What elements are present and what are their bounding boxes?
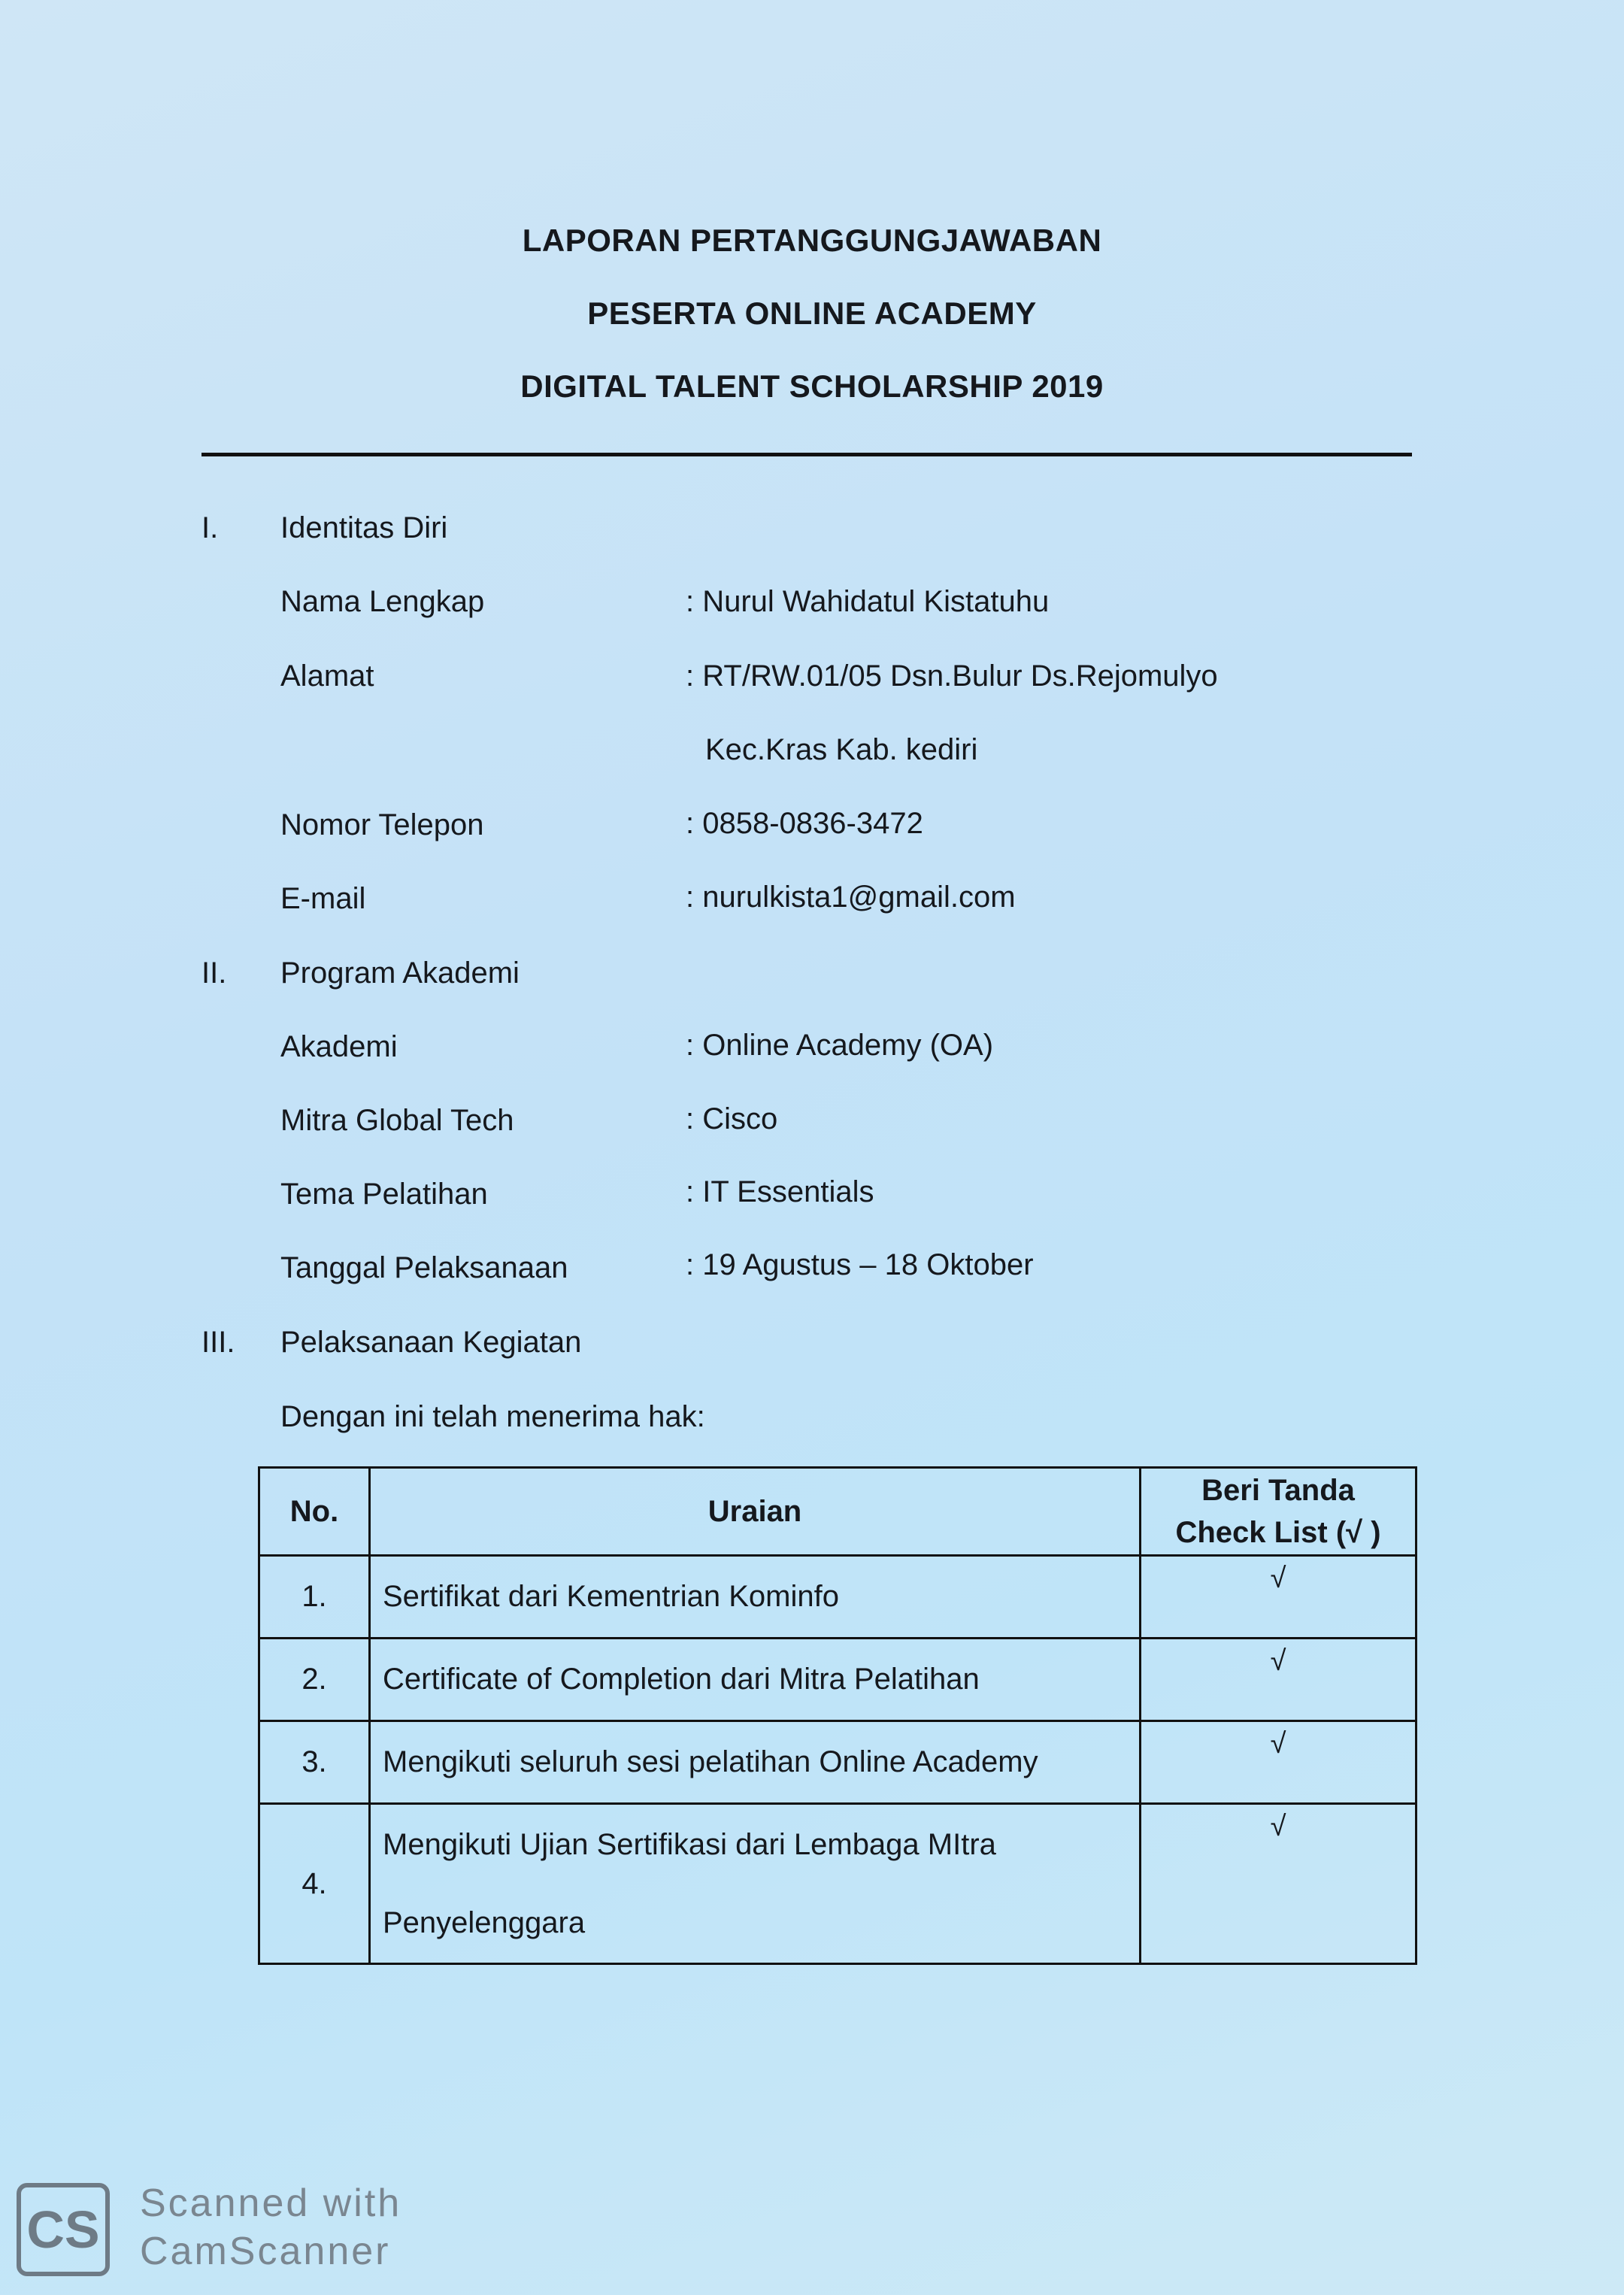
checkmark: √: [1141, 1804, 1416, 1964]
field-value-akademi: : Online Academy (OA): [686, 1029, 994, 1062]
field-value-alamat: : RT/RW.01/05 Dsn.Bulur Ds.Rejomulyo: [686, 659, 1218, 693]
header-no: No.: [259, 1468, 370, 1556]
field-value-telepon: : 0858-0836-3472: [686, 807, 923, 840]
field-value-nama: : Nurul Wahidatul Kistatuhu: [686, 585, 1050, 618]
checkmark: √: [1141, 1721, 1416, 1804]
field-label-email: E-mail: [280, 882, 366, 915]
section-3-title: Pelaksanaan Kegiatan: [280, 1326, 582, 1359]
table-row: [259, 1804, 1416, 1964]
header-uraian: Uraian: [370, 1468, 1141, 1556]
header-check: [1141, 1468, 1416, 1556]
section-1-title: Identitas Diri: [280, 511, 448, 544]
row-uraian: Mengikuti seluruh sesi pelatihan Online Academy: [370, 1721, 1141, 1804]
watermark-line-2: CamScanner: [140, 2230, 391, 2273]
rights-table: [258, 1466, 1417, 1965]
field-label-nama: Nama Lengkap: [280, 585, 485, 618]
field-value-mitra: : Cisco: [686, 1102, 778, 1135]
row-number: 2.: [259, 1639, 370, 1721]
field-label-tanggal: Tanggal Pelaksanaan: [280, 1251, 568, 1284]
header-check-line-1: Beri Tanda: [1201, 1474, 1355, 1507]
row-uraian-line-2: Penyelenggara: [383, 1906, 586, 1939]
camscanner-logo-icon: CS: [17, 2183, 110, 2276]
field-label-telepon: Nomor Telepon: [280, 808, 484, 841]
table-row: [259, 1721, 1416, 1804]
section-3-number: III.: [201, 1326, 235, 1359]
header-check-line-2: Check List (√ ): [1175, 1516, 1381, 1549]
field-label-mitra: Mitra Global Tech: [280, 1104, 514, 1137]
section-2-title: Program Akademi: [280, 957, 520, 990]
row-number: 4.: [259, 1804, 370, 1964]
section-1-number: I.: [201, 511, 219, 544]
section-3-intro: Dengan ini telah menerima hak:: [280, 1400, 705, 1433]
report-title-line-2: PESERTA ONLINE ACADEMY: [587, 296, 1037, 331]
report-title-line-3: DIGITAL TALENT SCHOLARSHIP 2019: [520, 368, 1104, 404]
field-value-tanggal: : 19 Agustus – 18 Oktober: [686, 1248, 1034, 1281]
table-header-row: [259, 1468, 1416, 1556]
checkmark: √: [1141, 1639, 1416, 1721]
watermark-line-1: Scanned with: [140, 2181, 402, 2225]
field-label-alamat: Alamat: [280, 659, 374, 693]
field-label-tema: Tema Pelatihan: [280, 1178, 488, 1211]
table-row: [259, 1556, 1416, 1639]
field-value-email: : nurulkista1@gmail.com: [686, 881, 1016, 914]
field-label-akademi: Akademi: [280, 1030, 398, 1063]
field-value-alamat-line-2: Kec.Kras Kab. kediri: [705, 733, 978, 766]
row-uraian: [370, 1804, 1141, 1964]
row-uraian: Certificate of Completion dari Mitra Pelatihan: [370, 1639, 1141, 1721]
title-divider: [201, 453, 1412, 456]
report-title-line-1: LAPORAN PERTANGGUNGJAWABAN: [522, 223, 1102, 258]
section-2-number: II.: [201, 957, 227, 990]
table-row: [259, 1639, 1416, 1721]
field-value-tema: : IT Essentials: [686, 1175, 874, 1208]
row-uraian-line-1: Mengikuti Ujian Sertifikasi dari Lembaga MItra: [383, 1828, 996, 1861]
checkmark: √: [1141, 1556, 1416, 1639]
row-uraian: Sertifikat dari Kementrian Kominfo: [370, 1556, 1141, 1639]
row-number: 1.: [259, 1556, 370, 1639]
row-number: 3.: [259, 1721, 370, 1804]
